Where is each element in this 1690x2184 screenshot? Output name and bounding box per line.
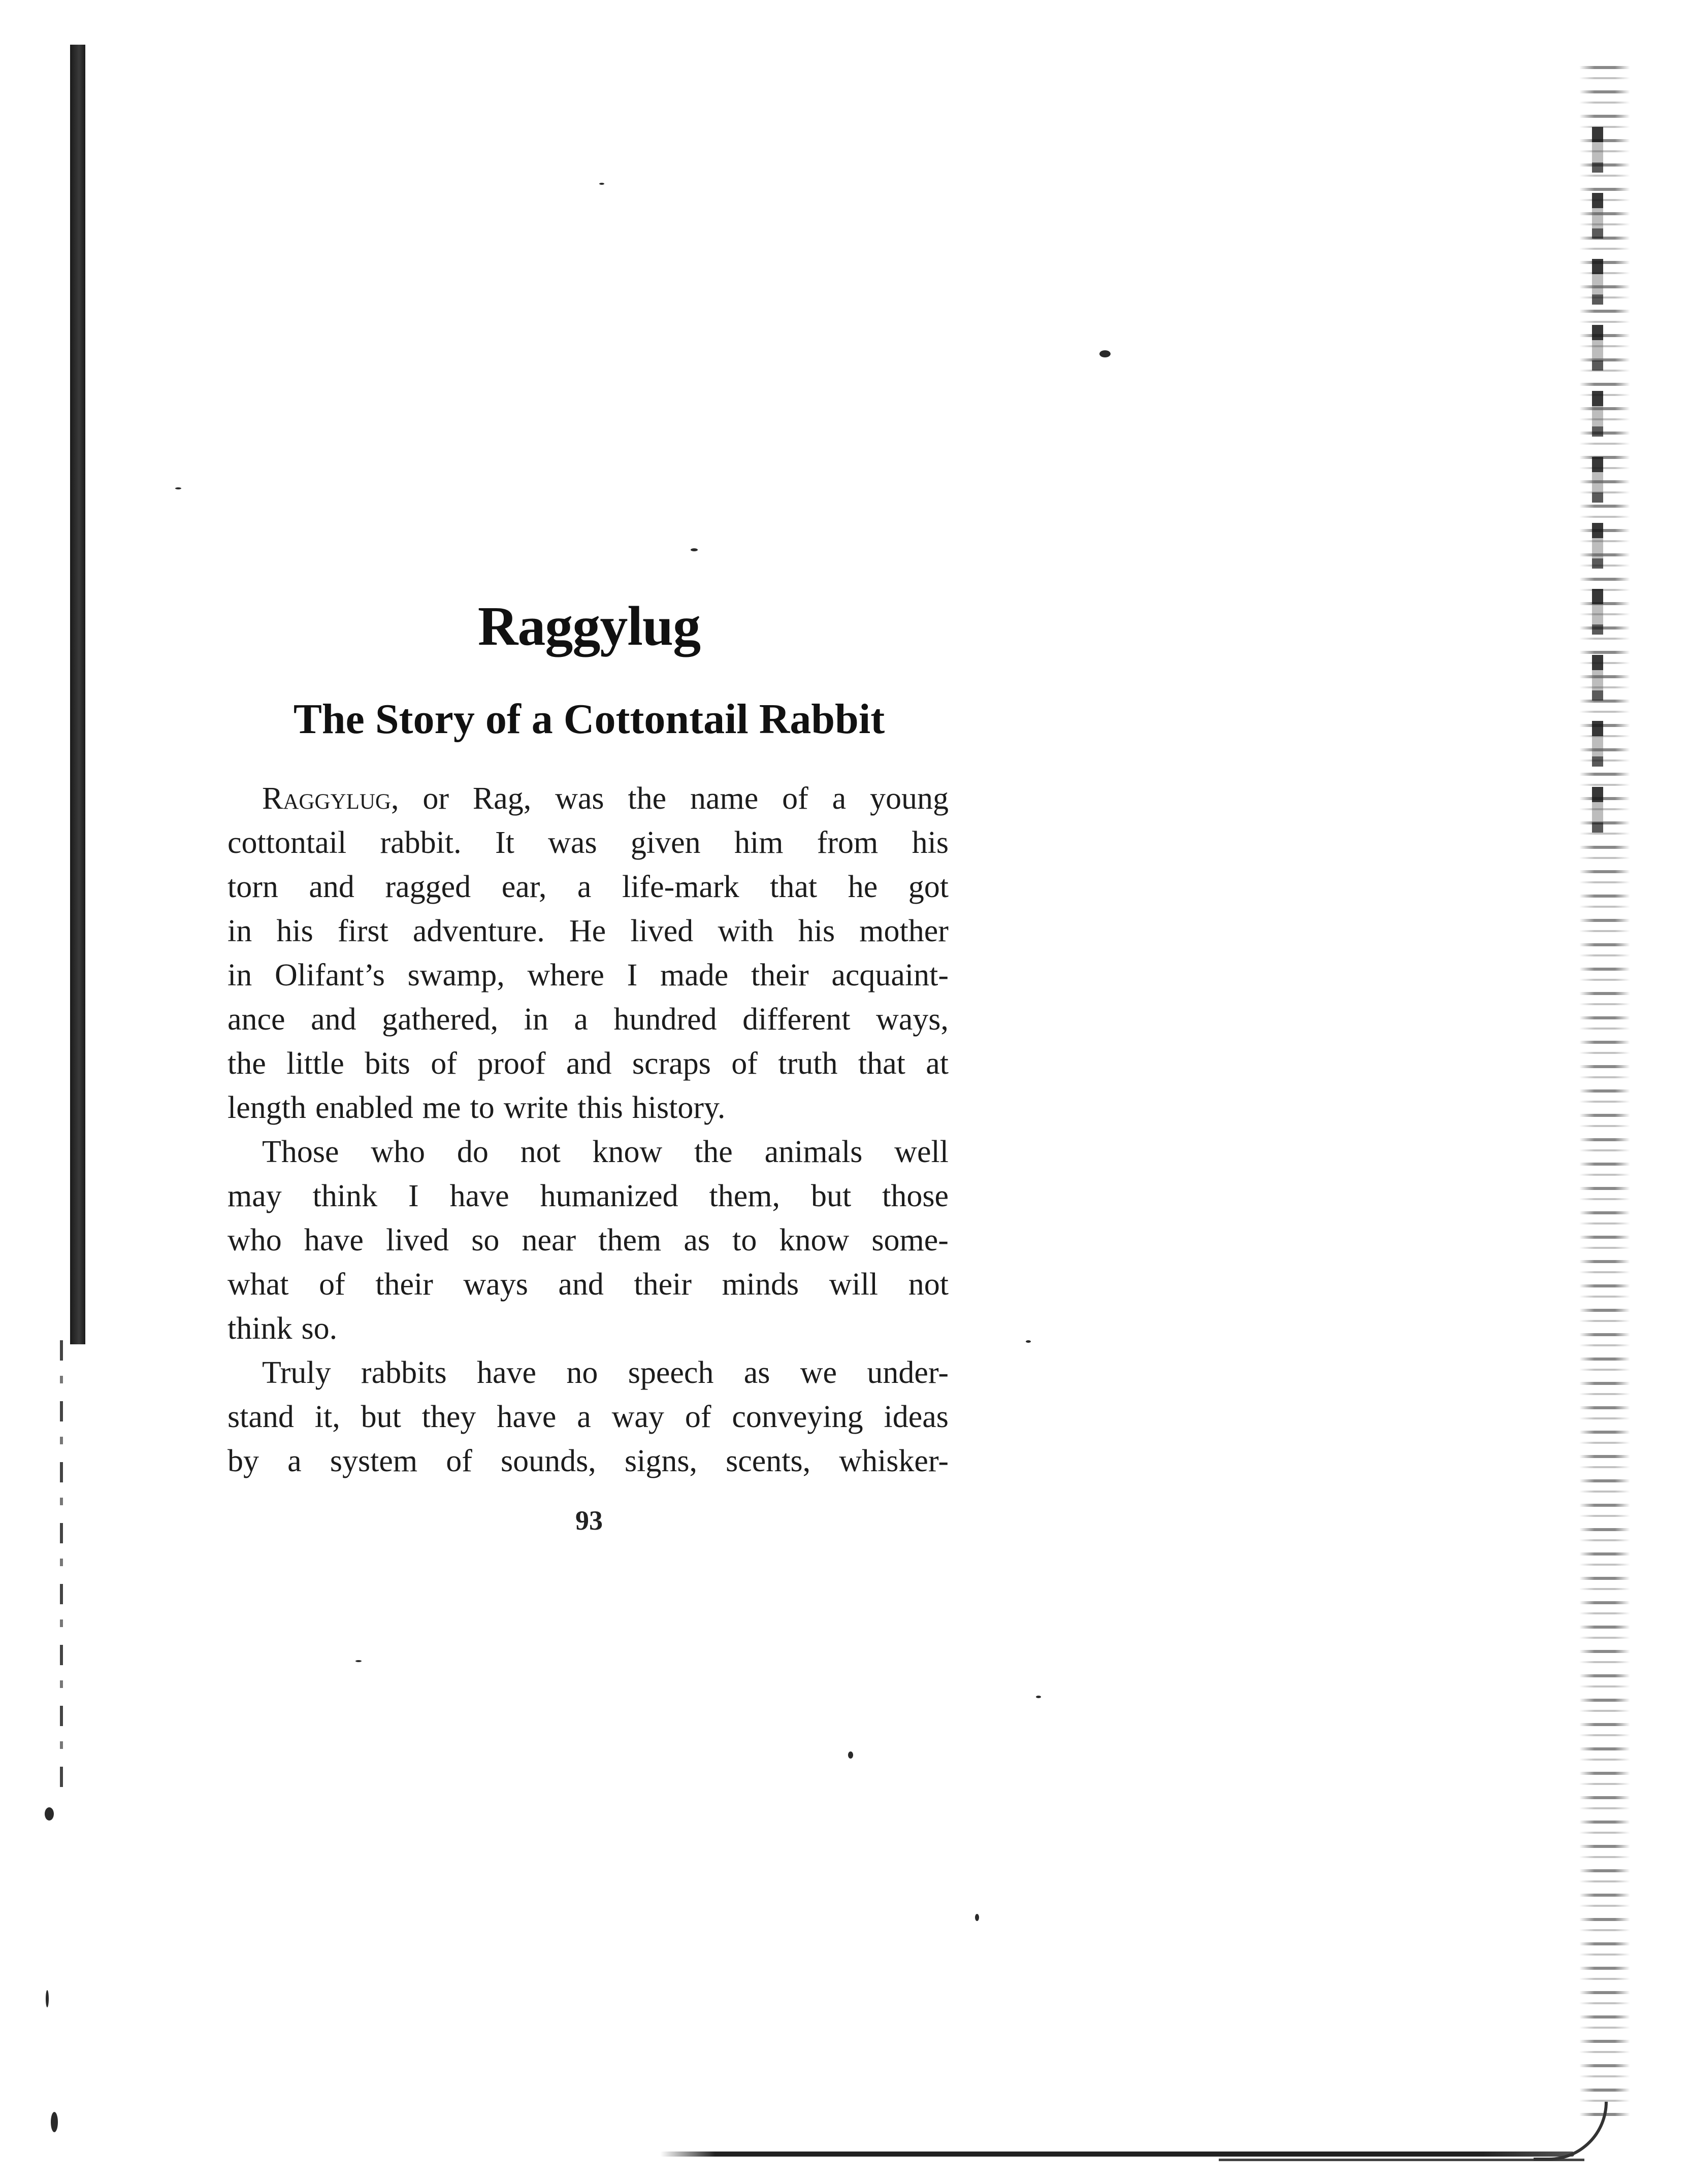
text-line: may think I have humanized them, but those [228,1179,949,1213]
scan-speck [1036,1696,1041,1698]
page-edge-bottom [660,2152,1574,2157]
text-line: ance and gathered, in a hundred different ways, [228,1002,949,1037]
text-line: Raggylug, or Rag, was the name of a young [262,781,949,816]
scan-speck [355,1660,362,1662]
text-line: length enabled me to write this history. [228,1090,726,1125]
body-text [228,777,949,1483]
scan-speck [175,487,181,489]
text-line: in his first adventure. He lived with his mother [228,914,949,948]
scan-speck [46,1990,49,2007]
scan-speck [51,2112,58,2132]
chapter-subtitle: The Story of a Cottontail Rabbit [293,696,885,743]
text-line: in Olifant’s swamp, where I made their acquaint- [228,958,949,992]
text-line: think so. [228,1311,338,1346]
text-line: the little bits of proof and scraps of truth that at [228,1046,949,1081]
page-corner-curl [1534,2102,1608,2161]
scan-speck [975,1914,979,1921]
page-edge-right [1579,66,1630,2122]
chapter-title: Raggylug [477,595,701,657]
text-line: Those who do not know the animals well [262,1135,949,1169]
scan-speck [45,1807,54,1821]
scan-speck [691,548,698,551]
scan-speck [599,183,604,185]
page-edge-bottom-secondary [1219,2159,1584,2161]
text-line: cottontail rabbit. It was given him from his [228,825,949,860]
page-number: 93 [575,1505,603,1536]
scan-speck [848,1751,853,1759]
page-edge-right-dark [1592,127,1603,838]
text-line: torn and ragged ear, a life-mark that he got [228,870,949,904]
text-line: who have lived so near them as to know some- [228,1223,949,1258]
binding-shadow-lower [60,1340,63,1797]
text-line: by a system of sounds, signs, scents, whisker- [228,1444,949,1478]
text-line: stand it, but they have a way of conveying ideas [228,1400,949,1434]
scan-speck [1099,350,1111,357]
text-line: what of their ways and their minds will not [228,1267,949,1302]
scan-speck [1026,1340,1031,1343]
text-line: Truly rabbits have no speech as we under- [262,1355,949,1390]
